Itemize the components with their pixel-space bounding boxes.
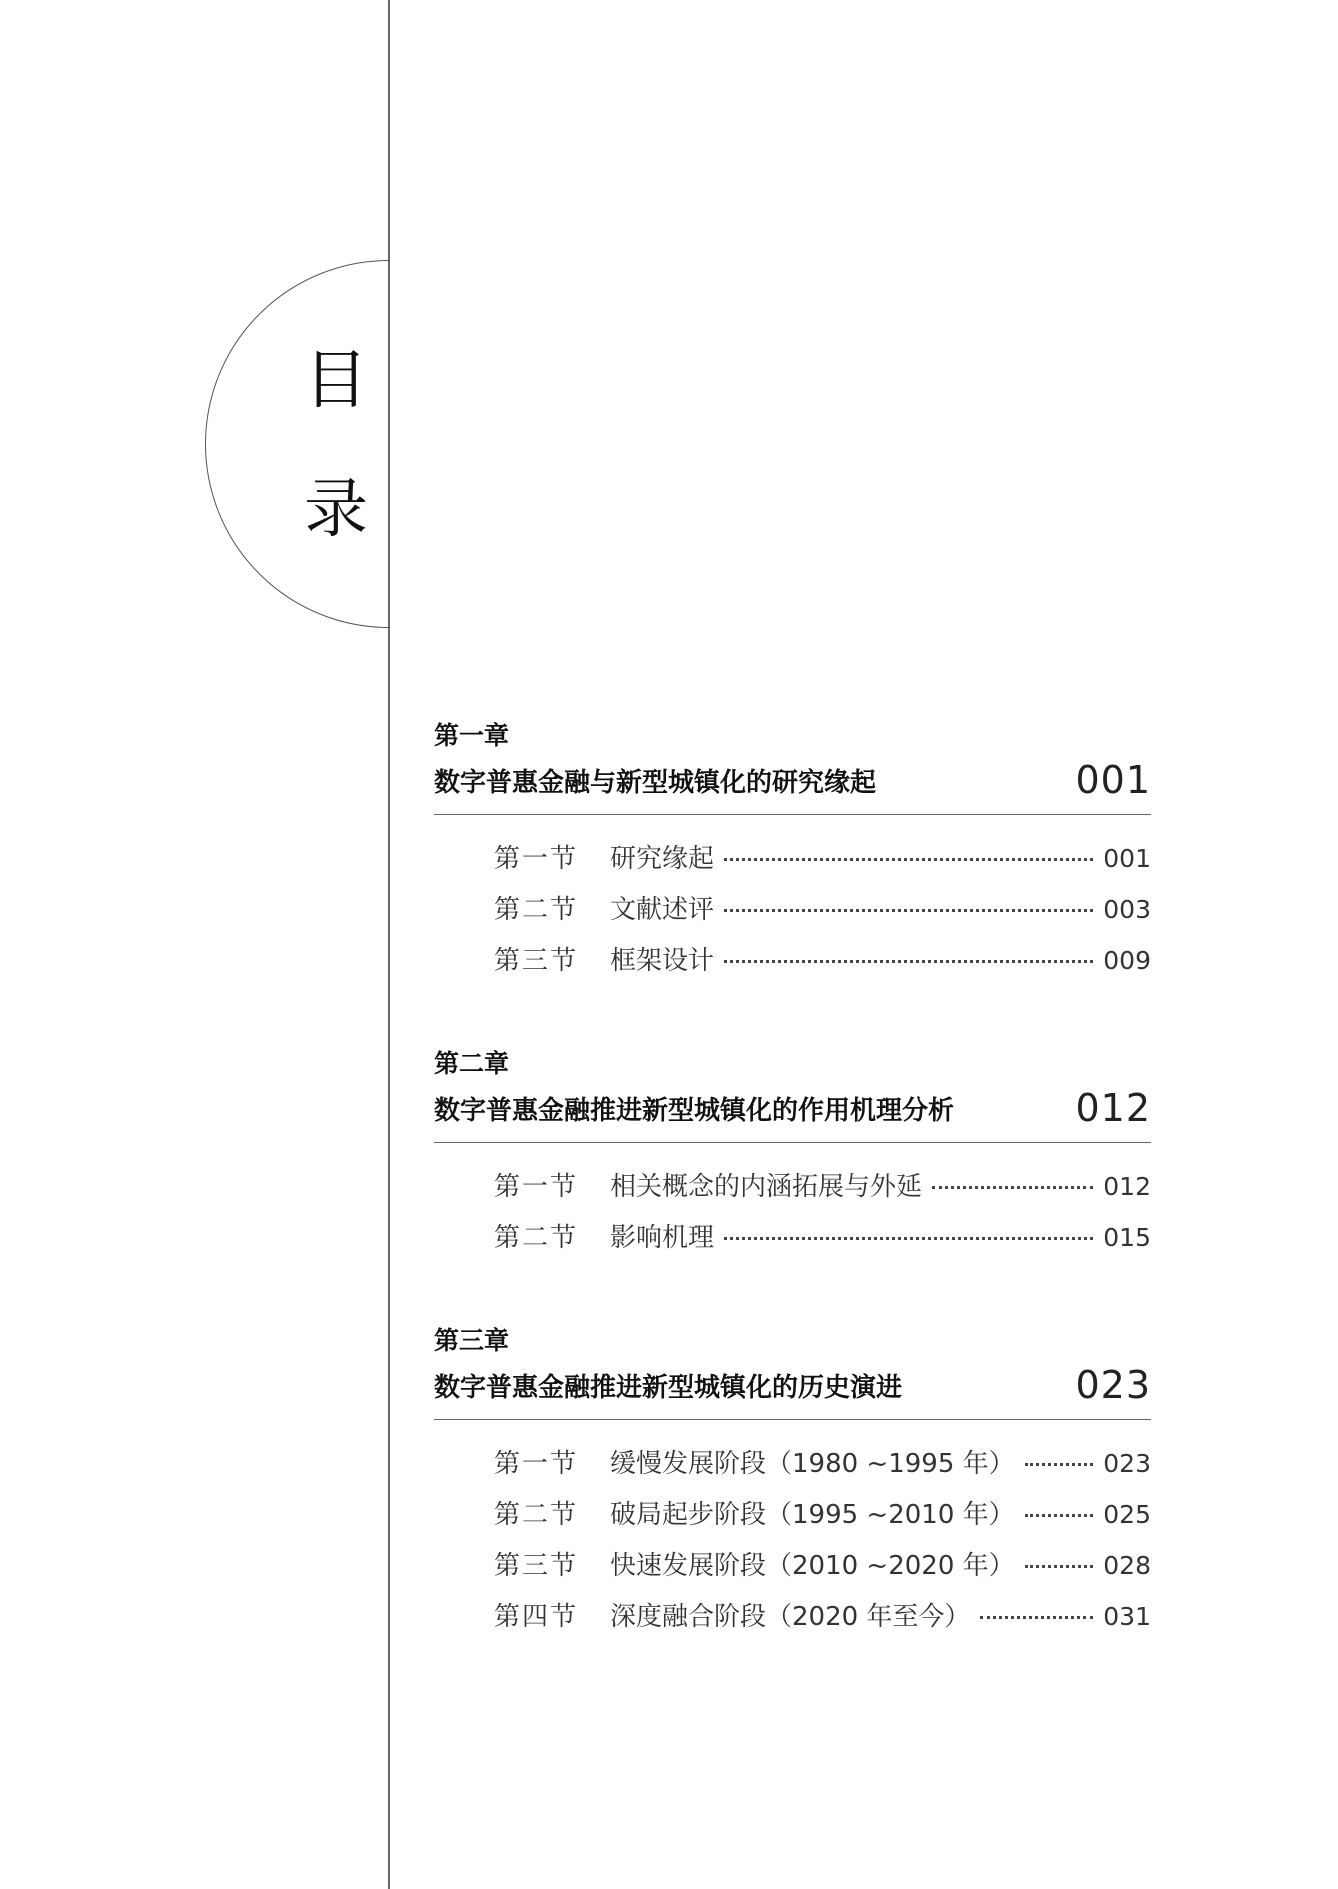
toc-entry[interactable] <box>494 884 1151 935</box>
table-of-contents <box>434 716 1151 1700</box>
section-number: 第一节 <box>494 844 579 874</box>
section-page-number: 023 <box>1103 1449 1151 1478</box>
section-list <box>434 1161 1151 1263</box>
chapter-label: 第二章 <box>434 1049 510 1078</box>
section-title: 相关概念的内涵拓展与外延 <box>610 1172 923 1202</box>
chapter-page-number: 023 <box>1075 1363 1151 1407</box>
toc-entry[interactable] <box>494 1591 1151 1642</box>
section-page-number: 015 <box>1103 1223 1151 1252</box>
section-number: 第二节 <box>494 895 579 925</box>
heading-char-lu: 录 <box>304 473 368 547</box>
section-title: 文献述评 <box>610 895 715 925</box>
toc-entry[interactable] <box>494 1540 1151 1591</box>
section-title: 深度融合阶段（2020 年至今） <box>610 1602 971 1632</box>
section-number: 第三节 <box>494 1551 579 1581</box>
section-number: 第四节 <box>494 1602 579 1632</box>
section-page-number: 003 <box>1103 895 1151 924</box>
chapter-2 <box>434 1044 1151 1263</box>
section-page-number: 009 <box>1103 946 1151 975</box>
dot-leader <box>724 960 1093 963</box>
heading-char-mu: 目 <box>304 344 368 418</box>
chapter-title: 数字普惠金融推进新型城镇化的历史演进 <box>434 1373 903 1403</box>
dot-leader <box>1025 1463 1094 1466</box>
chapter-label: 第一章 <box>434 721 510 750</box>
section-title: 框架设计 <box>610 946 715 976</box>
section-list <box>434 1438 1151 1642</box>
section-title: 破局起步阶段（1995 ~2010 年） <box>610 1500 1015 1530</box>
section-number: 第三节 <box>494 946 579 976</box>
section-number: 第二节 <box>494 1500 579 1530</box>
chapter-page-number: 001 <box>1075 758 1151 802</box>
section-page-number: 031 <box>1103 1602 1151 1631</box>
chapter-title-row[interactable] <box>434 1088 1151 1143</box>
section-number: 第二节 <box>494 1223 579 1253</box>
section-title: 快速发展阶段（2010 ~2020 年） <box>610 1551 1015 1581</box>
dot-leader <box>724 909 1093 912</box>
toc-entry[interactable] <box>494 1438 1151 1489</box>
dot-leader <box>932 1186 1093 1189</box>
section-title: 影响机理 <box>610 1223 715 1253</box>
section-page-number: 001 <box>1103 844 1151 873</box>
semicircle-mask <box>390 250 590 650</box>
chapter-label: 第三章 <box>434 1326 510 1355</box>
dot-leader <box>1025 1565 1094 1568</box>
section-page-number: 025 <box>1103 1500 1151 1529</box>
dot-leader <box>980 1616 1093 1619</box>
toc-entry[interactable] <box>494 1161 1151 1212</box>
section-page-number: 012 <box>1103 1172 1151 1201</box>
section-number: 第一节 <box>494 1172 579 1202</box>
dot-leader <box>724 858 1093 861</box>
dot-leader <box>724 1237 1093 1240</box>
section-number: 第一节 <box>494 1449 579 1479</box>
chapter-3 <box>434 1321 1151 1642</box>
toc-entry[interactable] <box>494 1489 1151 1540</box>
chapter-page-number: 012 <box>1075 1086 1151 1130</box>
toc-entry[interactable] <box>494 935 1151 986</box>
toc-entry[interactable] <box>494 1212 1151 1263</box>
section-list <box>434 833 1151 986</box>
chapter-title-row[interactable] <box>434 1365 1151 1420</box>
section-page-number: 028 <box>1103 1551 1151 1580</box>
toc-entry[interactable] <box>494 833 1151 884</box>
chapter-title-row[interactable] <box>434 760 1151 815</box>
chapter-title: 数字普惠金融推进新型城镇化的作用机理分析 <box>434 1096 955 1126</box>
chapter-1 <box>434 716 1151 986</box>
dot-leader <box>1025 1514 1094 1517</box>
section-title: 研究缘起 <box>610 844 715 874</box>
chapter-title: 数字普惠金融与新型城镇化的研究缘起 <box>434 768 877 798</box>
section-title: 缓慢发展阶段（1980 ~1995 年） <box>610 1449 1015 1479</box>
